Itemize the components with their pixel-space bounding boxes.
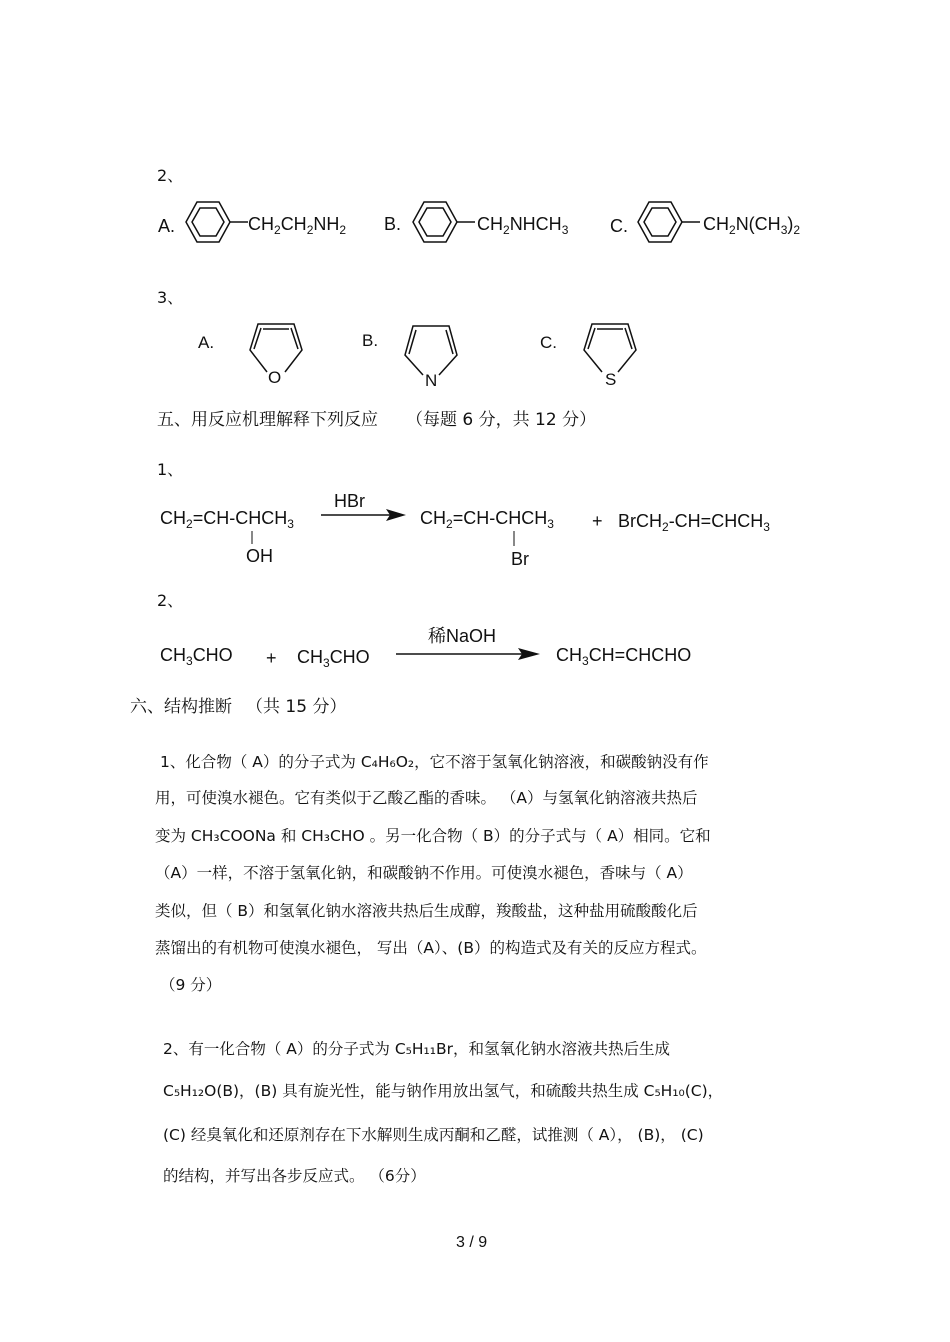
option-b-label: B. [362,331,379,350]
text-line: C₅H₁₂O(B)，(B) 具有旋光性，能与钠作用放出氢气，和硫酸共热生成 C₅H₁₀(C)， [163,1082,724,1100]
page-number: 3 / 9 [456,1234,488,1251]
product-formula: $CH_3CH=CHCHO$ [556,645,692,668]
text-line: 1、化合物（ A）的分子式为 C₄H₆O₂，它不溶于氢氧化钠溶液，和碳酸钠没有作 [160,753,709,771]
reagent-naoh: 稀NaOH [428,626,497,646]
formula-a: $CH_2CH_2NH_2$ [248,214,347,237]
question-number: 2、 [157,591,184,610]
text-line: （9 分） [160,976,222,994]
option-c-label: C. [610,216,628,236]
reactant-formula: $CH_2=CH-CHCH_3$ [160,508,294,531]
product-formula: $CH_2=CH-CHCH_3$ [420,508,554,531]
text-line: 类似，但（ B）和氢氧化钠水溶液共热后生成醇，羧酸盐，这种盐用硫酸酸化后 [155,902,698,920]
reactant-formula: $CH_3CHO$ [297,647,370,670]
question-number: 3、 [157,288,184,307]
option-b-label: B. [384,214,402,234]
text-line: 蒸馏出的有机物可使溴水褪色， 写出（A）、(B）的构造式及有关的反应方程式。 [155,939,707,957]
text-line: 的结构，并写出各步反应式。 （6分） [163,1167,426,1185]
formula-c: $CH_2N(CH_3)_2$ [703,214,801,237]
question-number: 2、 [157,166,184,185]
substituent-br: Br [511,549,529,569]
heteroatom-s: S [605,370,617,389]
option-a-label: A. [198,333,215,352]
text-line: (C) 经臭氧化和还原剂存在下水解则生成丙酮和乙醛，试推测（ A）， (B)， (C) [163,1126,704,1144]
heteroatom-o: O [268,368,282,387]
question-number: 1、 [157,460,184,479]
text-line: 变为 CH₃COONa 和 CH₃CHO 。另一化合物（ B）的分子式与（ A）相同。它和 [155,827,711,845]
heteroatom-n: N [425,371,438,390]
text-line: 用，可使溴水褪色。它有类似于乙酸乙酯的香味。 （A）与氢氧化钠溶液共热后 [155,789,698,807]
option-c-label: C. [540,333,557,352]
section-heading: 五、用反应机理解释下列反应 （每题 6 分，共 12 分） [157,410,597,430]
reagent-hbr: HBr [334,491,365,511]
text-line: （A）一样，不溶于氢氧化钠，和碳酸钠不作用。可使溴水褪色，香味与（ A） [155,864,693,882]
product-formula: $BrCH_2-CH=CHCH_3$ [618,511,770,534]
text-line: 2、有一化合物（ A）的分子式为 C₅H₁₁Br，和氢氧化钠水溶液共热后生成 [163,1040,670,1058]
formula-b: $CH_2NHCH_3$ [477,214,569,237]
substituent-oh: OH [246,546,273,566]
plus-sign: + [592,511,603,531]
option-a-label: A. [158,216,176,236]
plus-sign: + [266,648,277,668]
reactant-formula: $CH_3CHO$ [160,645,233,668]
section-heading: 六、结构推断 （共 15 分） [130,697,347,717]
